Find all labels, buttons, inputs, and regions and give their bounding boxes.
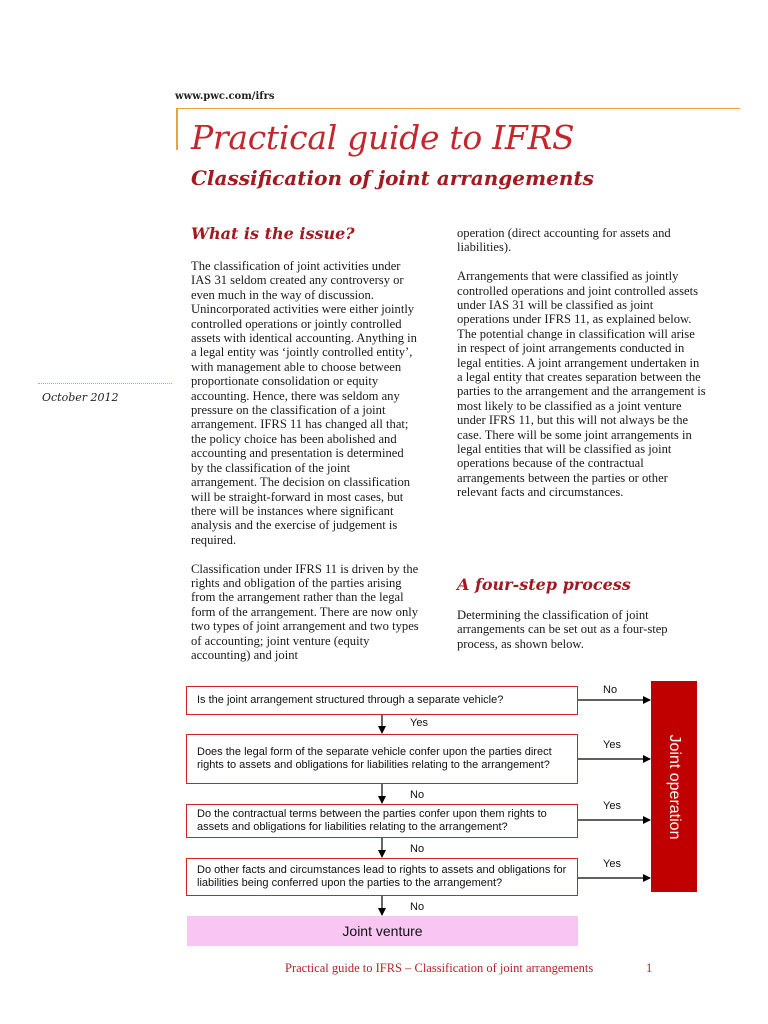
publication-date: October 2012 <box>42 391 119 404</box>
flow-question-3: Do the contractual terms between the parties confer upon them rights to assets and obligations for liabilities relating to the arrangement? <box>186 804 578 838</box>
flow-question-1: Is the joint arrangement structured through a separate vehicle? <box>186 686 578 715</box>
outcome-joint-venture: Joint venture <box>187 916 578 946</box>
page-number: 1 <box>646 961 653 975</box>
header-url[interactable]: www.pwc.com/ifrs <box>175 91 275 102</box>
paragraph: Determining the classification of joint arrangements can be set out as a four-step process, as shown below. <box>457 608 668 651</box>
label-no-q4: No <box>410 901 425 913</box>
label-yes-q2: Yes <box>603 739 621 751</box>
label-no-q3: No <box>410 843 425 855</box>
footer-text: Practical guide to IFRS – Classification of joint arrangements <box>285 961 594 975</box>
page-subtitle: Classification of joint arrangements <box>191 166 594 190</box>
label-no-q2: No <box>410 789 425 801</box>
outcome-joint-operation <box>651 681 697 892</box>
label-yes-q1: Yes <box>410 717 428 729</box>
paragraph: Arrangements that were classified as jointly controlled operations and joint controlled assets under IAS 31 will be classified as joint operations under IFRS 11, as explained below. The potential change in classification will arise in respect of joint arrangements conducted in legal entities. A joint arrangement undertaken in a legal entity that creates separation between the parties to the arrangement and the arrangement is most likely to be classified as a joint venture under IFRS 11, but this will not always be the case. There will be some joint arrangements in legal entities that will be classified as joint operations because of the contractual arrangements between the parties or other relevant facts and circumstances. <box>457 269 706 500</box>
page-title: Practical guide to IFRS <box>191 118 575 157</box>
paragraph: The classification of joint activities under IAS 31 seldom created any controversy or even much in the way of discussion. Unincorporated activities were either jointly controlled operations or jointly controlled assets with identical accounting. Anything in a legal entity was ‘jointly controlled entity’, with management able to choose between proportionate consolidation or equity accounting. Hence, there was seldom any pressure on the classification of a joint arrangement. IFRS 11 has changed all that; the policy choice has been abolished and accounting and presentation is determined by the classification of the joint arrangement. The decision on classification will be straight-forward in most cases, but there will be instances where significant analysis and the exercise of judgement is required. <box>191 259 417 547</box>
label-no-q1: No <box>603 684 618 696</box>
flow-question-2: Does the legal form of the separate vehicle confer upon the parties direct rights to assets and obligations for liabilities relating to the arrangement? <box>186 734 578 784</box>
paragraph: Classification under IFRS 11 is driven by the rights and obligation of the parties arising from the arrangement rather than the legal form of the arrangement. There are now only two types of joint arrangement and two types of accounting; joint venture (equity accounting) and joint <box>191 561 419 662</box>
paragraph: operation (direct accounting for assets and liabilities). <box>457 226 671 255</box>
label-yes-q4: Yes <box>603 858 621 870</box>
joint-operation-label: Joint operation <box>666 734 683 839</box>
flow-question-4: Do other facts and circumstances lead to rights to assets and obligations for liabilities being conferred upon the parties to the arrangement? <box>186 858 578 896</box>
heading-what-is-the-issue: What is the issue? <box>191 224 355 243</box>
label-yes-q3: Yes <box>603 800 621 812</box>
heading-four-step-process: A four-step process <box>457 575 631 594</box>
